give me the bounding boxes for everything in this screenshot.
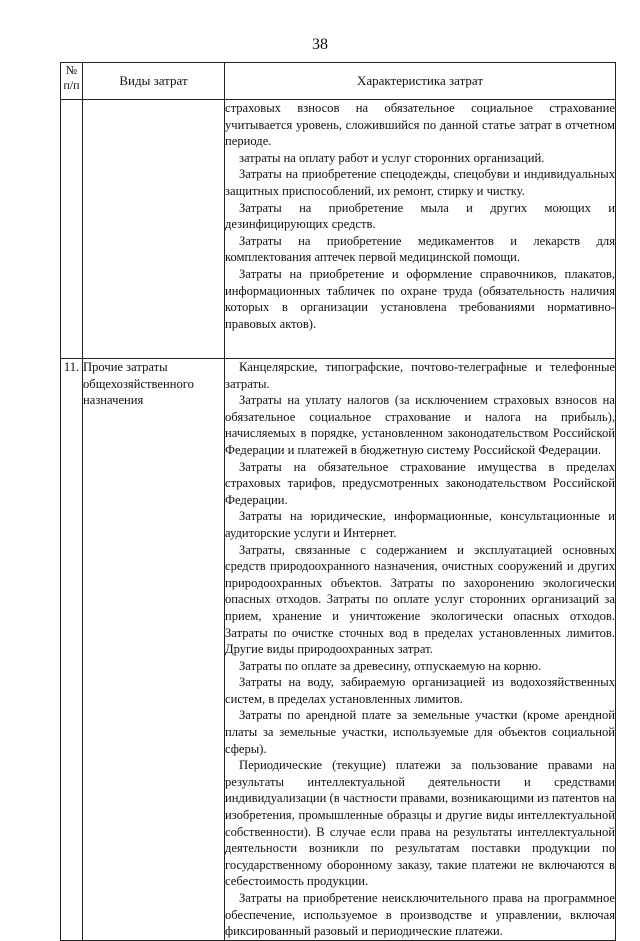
description-paragraph: Затраты на юридические, информационные, консультационные и аудиторские услуги и Интернет. <box>225 509 615 540</box>
header-number <box>61 63 83 100</box>
row-number <box>61 100 83 359</box>
description-paragraph: Затраты, связанные с содержанием и эксплуатацией основных средств природоохранного назначения, очистных сооружений и других природоохранных объектов. Затраты по захоронению экологически опасных отходов. Затраты по оплате услуг сторонних организаций за прием, хранение и уничтожение экологически опасных отходов. Затраты по очистке сточных вод в пределах установленных лимитов. Другие виды природоохранных затрат. <box>225 542 615 657</box>
description-paragraph: Затраты на приобретение мыла и других моющих и дезинфицирующих средств. <box>225 200 615 232</box>
description-paragraph: Затраты по оплате за древесину, отпускаемую на корню. <box>239 658 542 673</box>
description-paragraph: страховых взносов на обязательное социальное страхование учитывается уровень, сложившийся по данной статье затрат в отчетном периоде. <box>225 101 615 149</box>
header-cost-type: Виды затрат <box>83 63 225 100</box>
description-paragraph: затраты на оплату работ и услуг сторонних организаций. <box>239 150 545 165</box>
row-cost-type <box>83 100 225 359</box>
header-number-line2: п/п <box>63 78 80 92</box>
row-number: 11. <box>61 359 83 941</box>
description-paragraph: Периодические (текущие) платежи за пользование правами на результаты интеллектуальной деятельности и средствами индивидуализации (в частности правами, возникающими из патентов на изобретения, промышленные образцы и другие виды интеллектуальной собственности). В случае если права на результаты интеллектуальной деятельности возникли по результатам поставки продукции по государственному оборонному заказу, такие платежи не включаются в себестоимость продукции. <box>225 758 615 889</box>
row-cost-description <box>225 359 616 941</box>
page-number: 38 <box>312 36 328 53</box>
description-paragraph: Канцелярские, типографские, почтово-телеграфные и телефонные затраты. <box>225 360 615 391</box>
description-paragraph: Затраты на воду, забираемую организацией из водохозяйственных систем, в пределах установленных лимитов. <box>225 675 615 706</box>
row-cost-description <box>225 100 616 359</box>
description-paragraph: Затраты на приобретение неисключительного права на программное обеспечение, используемое в производстве и управлении, включая фиксированный разовый и периодические платежи. <box>225 891 615 939</box>
description-paragraph: Затраты на обязательное страхование имущества в пределах страховых тарифов, предусмотренных законодательством Российской Федерации. <box>225 459 615 507</box>
description-paragraph: Затраты на приобретение спецодежды, спецобуви и индивидуальных защитных приспособлений, их ремонт, стирку и чистку. <box>225 167 615 198</box>
header-cost-description: Характеристика затрат <box>225 63 616 100</box>
table-header-row <box>61 63 616 100</box>
table-row <box>61 359 616 941</box>
description-paragraph: Затраты на приобретение медикаментов и лекарств для комплектования аптечек первой медицинской помощи. <box>225 233 615 265</box>
row-cost-type: Прочие затраты общехозяйственного назначения <box>83 359 225 941</box>
description-paragraph: Затраты по арендной плате за земельные участки (кроме арендной платы за земельные участки, используемые для объектов социальной сферы). <box>225 708 615 756</box>
description-paragraph: Затраты на приобретение и оформление справочников, плакатов, информационных табличек по охране труда (обязательность наличия которых в организации установлена требованиями нормативно-правовых актов). <box>225 266 615 331</box>
cost-table <box>60 62 616 941</box>
header-number-line1: № <box>65 63 78 77</box>
table-row <box>61 100 616 359</box>
description-paragraph: Затраты на уплату налогов (за исключением страховых взносов на обязательное социальное страхование и налога на прибыль), начисляемых в порядке, установленном законодательством Российской Федерации и платежей в бюджетную систему Российской Федерации. <box>225 393 615 457</box>
